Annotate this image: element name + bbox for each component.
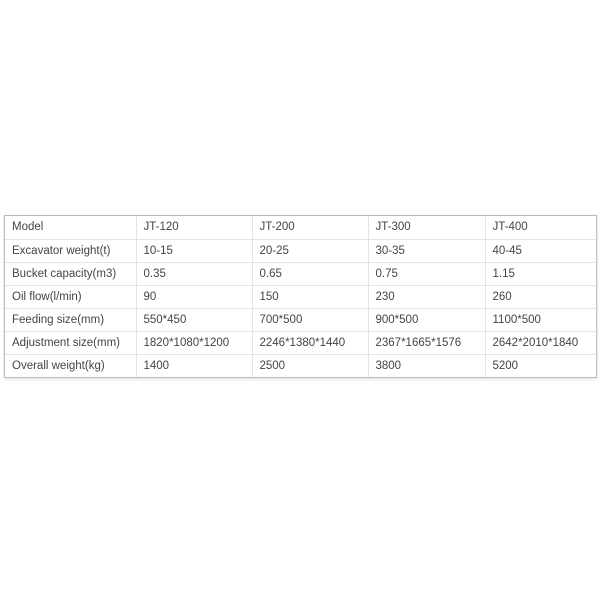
table-cell: 150 bbox=[252, 285, 368, 308]
table-row bbox=[5, 308, 598, 331]
table-cell: 1100*500 bbox=[485, 308, 598, 331]
table-cell: 3800 bbox=[368, 354, 485, 377]
table-cell: 90 bbox=[136, 285, 252, 308]
table-row bbox=[5, 354, 598, 377]
table-cell: 2246*1380*1440 bbox=[252, 331, 368, 354]
table-row bbox=[5, 331, 598, 354]
table-cell: 5200 bbox=[485, 354, 598, 377]
header-cell-model: Model bbox=[5, 216, 136, 239]
table-cell: 260 bbox=[485, 285, 598, 308]
table-cell: 0.35 bbox=[136, 262, 252, 285]
table-row bbox=[5, 239, 598, 262]
row-label-cell: Adjustment size(mm) bbox=[5, 331, 136, 354]
spec-table bbox=[5, 216, 598, 377]
header-cell-jt-120: JT-120 bbox=[136, 216, 252, 239]
table-cell: 0.65 bbox=[252, 262, 368, 285]
table-cell: 2500 bbox=[252, 354, 368, 377]
table-cell: 10-15 bbox=[136, 239, 252, 262]
table-row bbox=[5, 262, 598, 285]
header-cell-jt-200: JT-200 bbox=[252, 216, 368, 239]
table-cell: 1400 bbox=[136, 354, 252, 377]
row-label-cell: Overall weight(kg) bbox=[5, 354, 136, 377]
table-cell: 20-25 bbox=[252, 239, 368, 262]
table-cell: 230 bbox=[368, 285, 485, 308]
table-cell: 40-45 bbox=[485, 239, 598, 262]
table-cell: 0.75 bbox=[368, 262, 485, 285]
row-label-cell: Bucket capacity(m3) bbox=[5, 262, 136, 285]
table-cell: 2642*2010*1840 bbox=[485, 331, 598, 354]
table-cell: 1820*1080*1200 bbox=[136, 331, 252, 354]
spec-table-container bbox=[4, 215, 597, 378]
header-cell-jt-300: JT-300 bbox=[368, 216, 485, 239]
table-header-row bbox=[5, 216, 598, 239]
table-cell: 1.15 bbox=[485, 262, 598, 285]
row-label-cell: Oil flow(l/min) bbox=[5, 285, 136, 308]
header-cell-jt-400: JT-400 bbox=[485, 216, 598, 239]
table-cell: 30-35 bbox=[368, 239, 485, 262]
table-cell: 2367*1665*1576 bbox=[368, 331, 485, 354]
table-row bbox=[5, 285, 598, 308]
table-cell: 700*500 bbox=[252, 308, 368, 331]
row-label-cell: Excavator weight(t) bbox=[5, 239, 136, 262]
table-cell: 900*500 bbox=[368, 308, 485, 331]
table-cell: 550*450 bbox=[136, 308, 252, 331]
row-label-cell: Feeding size(mm) bbox=[5, 308, 136, 331]
